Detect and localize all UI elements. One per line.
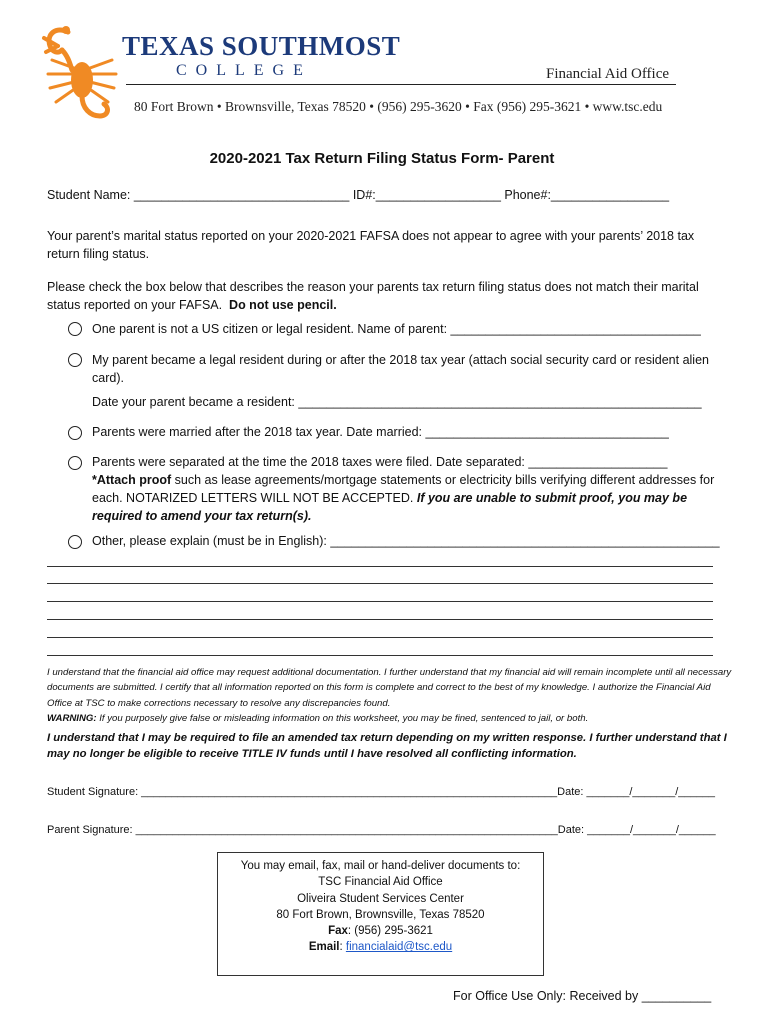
explain-line[interactable] <box>47 601 713 602</box>
radio-married-after[interactable] <box>68 426 82 440</box>
scorpion-logo-icon <box>38 24 124 124</box>
attach-proof-label: *Attach proof <box>92 473 172 487</box>
college-address: 80 Fort Brown • Brownsville, Texas 78520 • (956) 295-3620 • Fax (956) 295-3621 • www.tsc.edu <box>134 99 663 114</box>
certification-body: I understand that the financial aid office may request additional documentation. I further understand that my financial aid will remain incomplete until all necessary documents are submitted. I certify that all information reported on this form is complete and correct to the best of my knowledge. I authorize the Financial Aid Office at TSC to make corrections necessary to resolve any discrepancies found. <box>47 667 732 709</box>
amend-return-note: If you are unable to submit proof, you may be required to amend your tax return(s). <box>92 491 688 523</box>
separated-text: Parents were separated at the time the 2018 taxes were filed. Date separated: ____________________ <box>92 455 668 469</box>
warning-label: WARNING: <box>47 712 97 724</box>
option-not-citizen: One parent is not a US citizen or legal resident. Name of parent: ____________________________________ <box>92 322 701 336</box>
radio-legal-resident[interactable] <box>68 353 82 367</box>
radio-other[interactable] <box>68 535 82 549</box>
amended-return-statement: I understand that I may be required to file an amended tax return depending on my written response. I further understand that I may no longer be eligible to receive TITLE IV funds until I have resolved all conflicting information. <box>47 732 727 760</box>
instruction-text: Please check the box below that describes the reason your parents tax return filing status does not match their marital status reported on your FAFSA. <box>47 280 699 312</box>
contact-email: Email: financialaid@tsc.edu <box>308 941 453 954</box>
pencil-warning: Do not use pencil. <box>229 298 337 312</box>
office-name: Financial Aid Office <box>546 66 670 82</box>
certification-text <box>47 665 737 726</box>
explain-line[interactable] <box>47 566 713 567</box>
email-link[interactable]: financialaid@tsc.edu <box>345 941 453 954</box>
explain-line[interactable] <box>47 619 713 620</box>
resident-date-line[interactable]: Date your parent became a resident: __________________________________________________________ <box>92 395 702 409</box>
contact-center: Oliveira Student Services Center <box>297 892 464 905</box>
parent-signature-line[interactable]: Parent Signature: _____________________________________________________________________Date: _______/_______/______ <box>47 824 716 836</box>
radio-not-citizen[interactable] <box>68 322 82 336</box>
office-use-line: For Office Use Only: Received by __________ <box>453 989 712 1003</box>
header-rule <box>126 84 676 85</box>
option-legal-resident: My parent became a legal resident during or after the 2018 tax year (attach social security card or resident alien card). <box>92 353 709 385</box>
form-title: 2020-2021 Tax Return Filing Status Form- Parent <box>209 150 555 167</box>
explain-line[interactable] <box>47 655 713 656</box>
option-married-after: Parents were married after the 2018 tax year. Date married: ___________________________________ <box>92 425 669 439</box>
college-subtitle: COLLEGE <box>176 62 312 79</box>
contact-info <box>217 858 544 956</box>
college-name: TEXAS SOUTHMOST <box>122 31 401 61</box>
explain-line[interactable] <box>47 583 713 584</box>
contact-address: 80 Fort Brown, Brownsville, Texas 78520 <box>276 908 485 921</box>
option-other: Other, please explain (must be in English): ________________________________________________________ <box>92 534 720 548</box>
option-separated <box>92 453 717 525</box>
warning-text: If you purposely give false or misleading information on this worksheet, you may be fined, sentenced to jail, or both. <box>96 712 589 724</box>
contact-office: TSC Financial Aid Office <box>318 876 443 889</box>
student-signature-line[interactable]: Student Signature: ____________________________________________________________________Date: _______/_______/______ <box>47 786 715 798</box>
radio-separated[interactable] <box>68 456 82 470</box>
explain-line[interactable] <box>47 637 713 638</box>
intro-paragraph: Your parent’s marital status reported on your 2020-2021 FAFSA does not appear to agree with your parents’ 2018 tax return filing status. <box>47 229 695 261</box>
contact-fax: Fax: (956) 295-3621 <box>328 925 433 938</box>
contact-intro: You may email, fax, mail or hand-deliver documents to: <box>240 860 521 872</box>
attach-proof-text: such as lease agreements/mortgage statements or electricity bills verifying different addresses for each. NOTARIZED LETTERS WILL NOT BE ACCEPTED. <box>92 473 715 505</box>
instruction-paragraph <box>47 278 722 314</box>
student-info-line[interactable]: Student Name: _______________________________ ID#:__________________ Phone#:_________________ <box>47 188 670 202</box>
